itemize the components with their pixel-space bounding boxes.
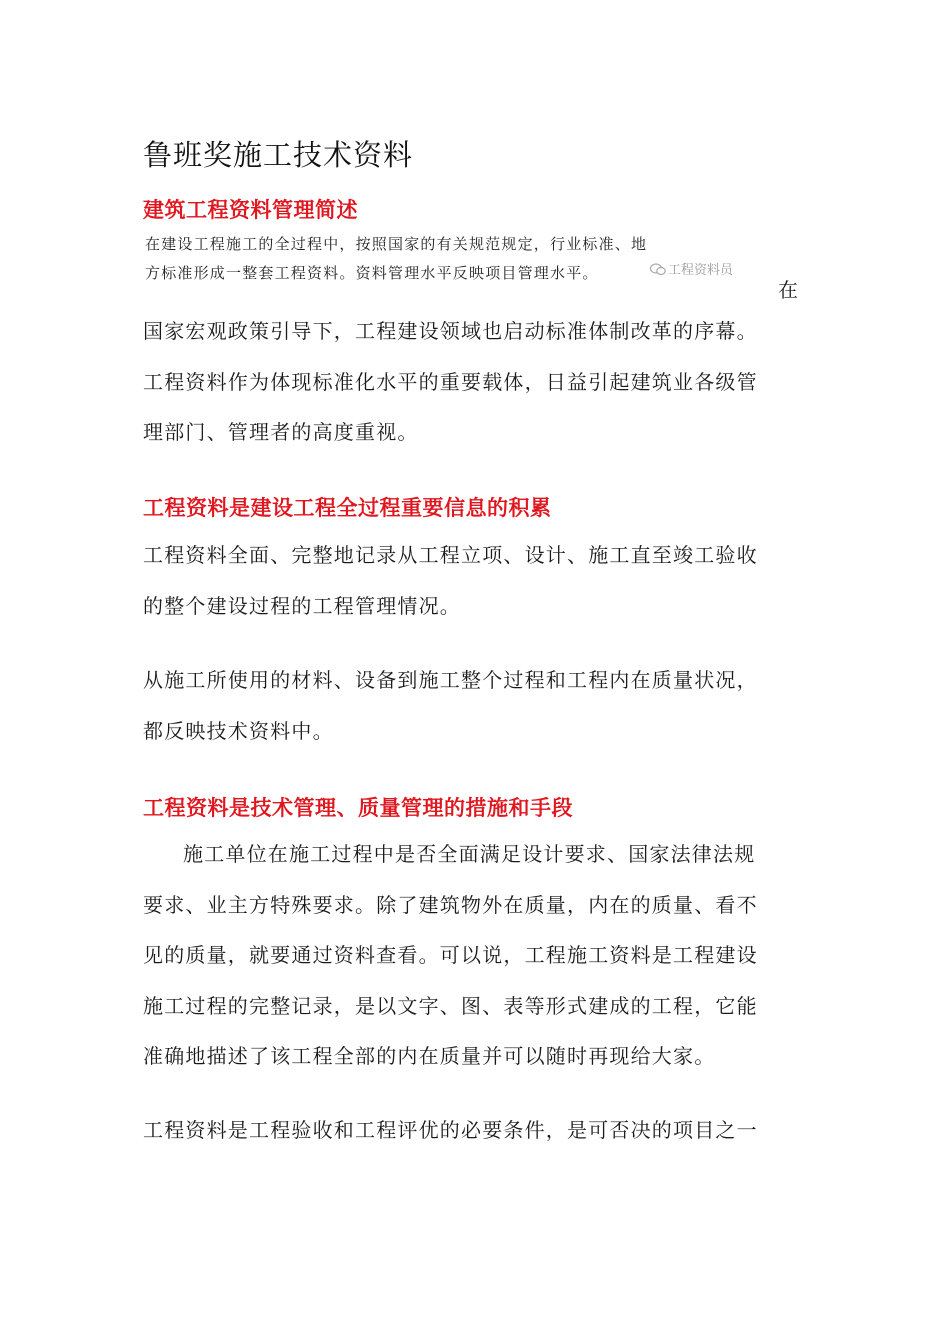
section-heading-management: 工程资料是技术管理、质量管理的措施和手段 [143,795,573,820]
section-heading-overview: 建筑工程资料管理简述 [143,197,358,222]
text-line: 理部门、管理者的高度重视。 [143,420,419,444]
snippet-line: 在建设工程施工的全过程中，按照国家的有关规范规定，行业标准、地 [145,235,648,253]
trailing-char: 在 [778,278,798,302]
document-title: 鲁班奖施工技术资料 [143,138,414,172]
wechat-icon [650,263,666,276]
embedded-screenshot-snippet [145,230,775,288]
paragraph [143,306,803,458]
text-line: 要求、业主方特殊要求。除了建筑物外在质量，内在的质量、看不 [143,892,758,917]
text-line: 的整个建设过程的工程管理情况。 [143,593,461,618]
text-line: 国家宏观政策引导下，工程建设领域也启动标准体制改革的序幕。 [143,319,758,343]
text-line: 工程资料作为体现标准化水平的重要载体，日益引起建筑业各级管 [143,369,758,394]
watermark-text: 工程资料员 [668,263,734,278]
text-line: 施工过程的完整记录，是以文字、图、表等形式建成的工程，它能 [143,993,758,1018]
paragraph [143,655,803,756]
watermark [650,256,733,285]
snippet-line: 方标准形成一整套工程资料。资料管理水平反映项目管理水平。 [145,264,599,282]
text-line: 工程资料全面、完整地记录从工程立项、设计、施工直至竣工验收 [143,543,758,567]
text-line: 工程资料是工程验收和工程评优的必要条件，是可否决的项目之一 [143,1118,758,1142]
text-line: 都反映技术资料中。 [143,718,334,743]
text-line: 从施工所使用的材料、设备到施工整个过程和工程内在质量状况， [143,668,758,692]
paragraph [143,530,803,631]
text-line: 准确地描述了该工程全部的内在质量并可以随时再现给大家。 [143,1044,716,1068]
text-line: 见的质量，就要通过资料查看。可以说，工程施工资料是工程建设 [143,943,758,967]
section-heading-information: 工程资料是建设工程全过程重要信息的积累 [143,495,552,520]
paragraph [143,829,803,1082]
paragraph [143,1105,803,1156]
text-line: 施工单位在施工过程中是否全面满足设计要求、国家法律法规 [183,842,756,866]
